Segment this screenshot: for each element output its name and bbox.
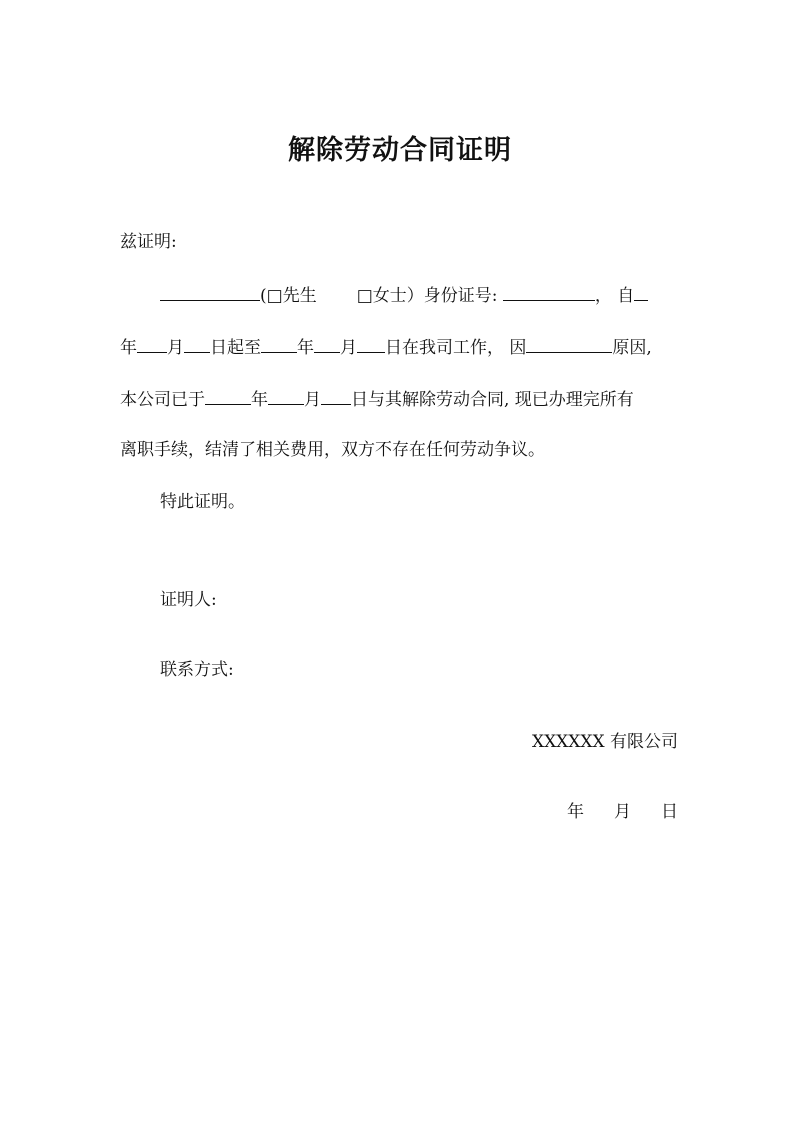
reason-blank[interactable]	[526, 334, 612, 353]
end-year-blank[interactable]	[261, 334, 297, 353]
from-blank[interactable]	[634, 282, 648, 301]
date-year: 年	[567, 802, 584, 822]
comma-from: ， 自	[594, 286, 635, 306]
release-day-blank[interactable]	[321, 386, 351, 405]
release-year-blank[interactable]	[205, 386, 251, 405]
day-release-label: 日与其解除劳动合同, 现已办理完所有	[351, 390, 634, 410]
release-month-blank[interactable]	[268, 386, 304, 405]
day-work-label: 日在我司工作， 因	[385, 338, 527, 358]
company-name: XXXXXX 有限公司	[531, 732, 678, 752]
special-statement: 特此证明。	[160, 492, 245, 512]
checkbox-ms-label: □女士）身份证号:	[356, 286, 498, 306]
date-line	[567, 800, 678, 824]
start-month-blank[interactable]	[184, 334, 210, 353]
paragraph-line-2	[120, 334, 652, 360]
certifier-label: 证明人:	[160, 590, 217, 610]
date-month: 月	[614, 802, 631, 822]
paragraph-line-3	[120, 386, 634, 412]
contact-label: 联系方式:	[160, 660, 234, 680]
month-label-2: 月	[340, 338, 357, 358]
reason-label: 原因,	[612, 338, 652, 358]
name-blank[interactable]	[160, 282, 260, 301]
end-month-blank[interactable]	[314, 334, 340, 353]
paragraph-line-1	[160, 282, 648, 308]
date-day: 日	[661, 802, 678, 822]
id-number-blank[interactable]	[503, 282, 595, 301]
checkbox-mr[interactable]: □先生	[266, 286, 317, 306]
gender-open: (	[260, 286, 267, 306]
company-already-label: 本公司已于	[120, 390, 205, 410]
month-label-1: 月	[167, 338, 184, 358]
year-label-2: 年	[297, 338, 314, 358]
year-label-1: 年	[120, 338, 137, 358]
month-label-3: 月	[304, 390, 321, 410]
salutation: 兹证明:	[120, 232, 177, 252]
start-year-blank[interactable]	[137, 334, 167, 353]
paragraph-line-4: 离职手续，结清了相关费用，双方不存在任何劳动争议。	[120, 440, 545, 460]
year-label-3: 年	[251, 390, 268, 410]
day-start-label: 日起至	[210, 338, 261, 358]
document-title: 解除劳动合同证明	[288, 135, 512, 166]
end-day-blank[interactable]	[357, 334, 385, 353]
